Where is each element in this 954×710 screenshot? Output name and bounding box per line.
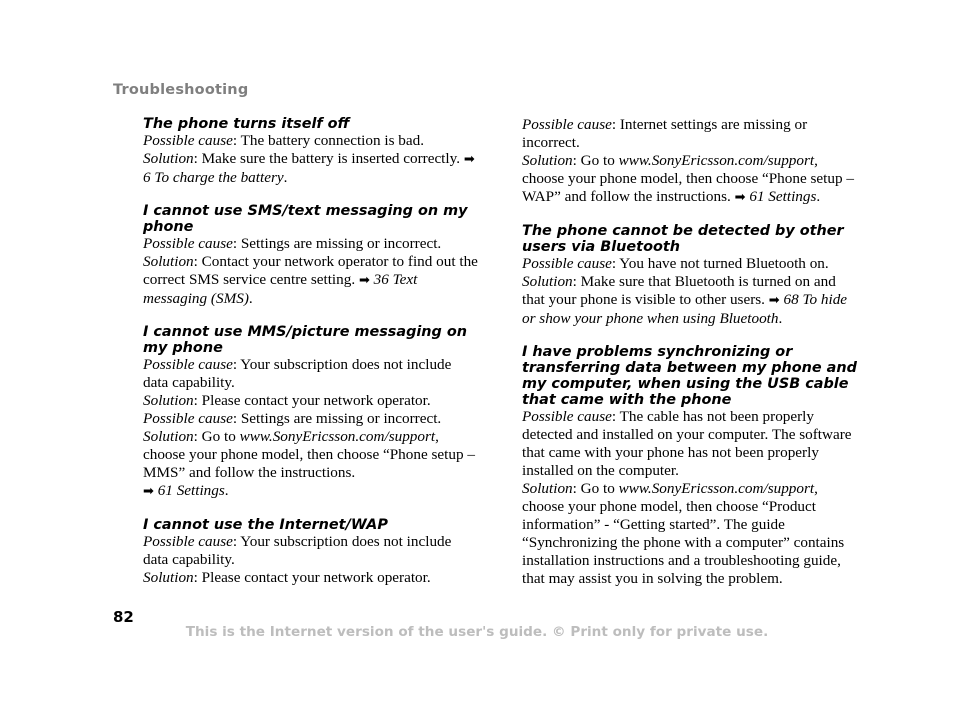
- solution-text: : Contact your network operator to find out the correct SMS service centre setting.: [143, 253, 478, 288]
- period: .: [283, 169, 288, 186]
- cause-text: : Settings are missing or incorrect.: [232, 235, 442, 252]
- section-title: Troubleshooting: [113, 82, 249, 98]
- arrow-icon: ➡: [143, 484, 154, 499]
- topic-body: [522, 255, 857, 328]
- arrow-icon: ➡: [734, 190, 746, 205]
- solution-text: : Please contact your network operator.: [193, 569, 431, 586]
- topic-body: [522, 116, 857, 207]
- solution-text: : Go to: [572, 480, 619, 497]
- topic-body: [143, 356, 478, 501]
- topic-internet-wap: [143, 517, 478, 587]
- solution-label: Solution: [143, 392, 194, 409]
- cross-reference: 68 To hide or show your phone when using Bluetooth: [522, 291, 848, 327]
- period: .: [778, 310, 783, 327]
- cross-reference: 61 Settings: [153, 482, 225, 499]
- support-url-link[interactable]: www.SonyEricsson.com/support: [618, 480, 815, 497]
- cause-label: Possible cause: [522, 116, 612, 133]
- cause-text: : Your subscription does not include data capability.: [143, 533, 452, 568]
- topic-mms: [143, 324, 478, 501]
- period: .: [248, 290, 253, 307]
- solution-label: Solution: [522, 152, 573, 169]
- topic-heading: I cannot use the Internet/WAP: [143, 517, 388, 533]
- solution-text: , choose your phone model, then choose “Product information” - “Getting started”. The guide “Synchronizing the phone with a computer” contains installation instructions and a troubleshooting guide, that may assist you in solving the problem.: [522, 480, 845, 587]
- solution-text: , choose your phone model, then choose “Phone setup – WAP” and follow the instructions.: [522, 152, 854, 205]
- solution-label: Solution: [522, 480, 573, 497]
- solution-text: : Make sure the battery is inserted correctly.: [193, 150, 464, 167]
- right-column: [522, 116, 857, 604]
- cause-text: : You have not turned Bluetooth on.: [611, 255, 829, 272]
- period: .: [224, 482, 229, 499]
- cause-label: Possible cause: [522, 408, 612, 425]
- solution-text: : Go to: [572, 152, 619, 169]
- topic-heading: The phone cannot be detected by other users via Bluetooth: [522, 223, 844, 255]
- cause-text: : The battery connection is bad.: [232, 132, 425, 149]
- topic-heading: I cannot use MMS/picture messaging on my phone: [143, 324, 467, 356]
- solution-text: , choose your phone model, then choose “Phone setup – MMS” and follow the instructions.: [143, 428, 475, 481]
- cross-reference: 6 To charge the battery: [143, 169, 284, 186]
- solution-label: Solution: [143, 569, 194, 586]
- cause-text: : Internet settings are missing or incorrect.: [522, 116, 808, 151]
- support-url-link[interactable]: www.SonyEricsson.com/support: [239, 428, 436, 445]
- cross-reference: 36 Text messaging (SMS): [143, 271, 418, 307]
- arrow-icon: ➡: [463, 152, 475, 167]
- cause-label: Possible cause: [143, 533, 233, 550]
- footer-notice: [0, 624, 954, 640]
- topic-sms: [143, 203, 478, 308]
- topic-phone-turns-off: [143, 116, 478, 187]
- solution-label: Solution: [143, 150, 194, 167]
- cause-label: Possible cause: [143, 132, 233, 149]
- cause-label: Possible cause: [143, 410, 233, 427]
- solution-text: : Go to: [193, 428, 240, 445]
- topic-heading: I have problems synchronizing or transferring data between my phone and my computer, when using the USB cable that came with the phone: [522, 344, 857, 408]
- topic-body: [143, 132, 478, 187]
- arrow-icon: ➡: [768, 293, 780, 308]
- topic-heading: I cannot use SMS/text messaging on my phone: [143, 203, 468, 235]
- support-url-link[interactable]: www.SonyEricsson.com/support: [618, 152, 815, 169]
- topic-internet-wap-continued: [522, 116, 857, 207]
- solution-text: : Make sure that Bluetooth is turned on and that your phone is visible to other users.: [522, 273, 836, 308]
- solution-label: Solution: [143, 253, 194, 270]
- solution-text: : Please contact your network operator.: [193, 392, 431, 409]
- footer-text: This is the Internet version of the user's guide. © Print only for private use.: [185, 624, 769, 640]
- cause-text: : The cable has not been properly detected and installed on your computer. The software that came with your phone has not been properly installed on the computer.: [522, 408, 852, 479]
- topic-body: [522, 408, 857, 588]
- arrow-icon: ➡: [358, 273, 370, 288]
- solution-label: Solution: [522, 273, 573, 290]
- period: .: [816, 188, 821, 205]
- page-number: 82: [113, 608, 134, 626]
- cause-text: : Your subscription does not include data capability.: [143, 356, 452, 391]
- topic-body: [143, 533, 478, 587]
- cause-label: Possible cause: [522, 255, 612, 272]
- cause-label: Possible cause: [143, 356, 233, 373]
- cause-text: : Settings are missing or incorrect.: [232, 410, 442, 427]
- left-column: [143, 116, 478, 603]
- solution-label: Solution: [143, 428, 194, 445]
- topic-heading: The phone turns itself off: [143, 116, 350, 132]
- topic-usb-sync: [522, 344, 857, 588]
- topic-bluetooth: [522, 223, 857, 328]
- cross-reference: 61 Settings: [745, 188, 817, 205]
- topic-body: [143, 235, 478, 308]
- cause-label: Possible cause: [143, 235, 233, 252]
